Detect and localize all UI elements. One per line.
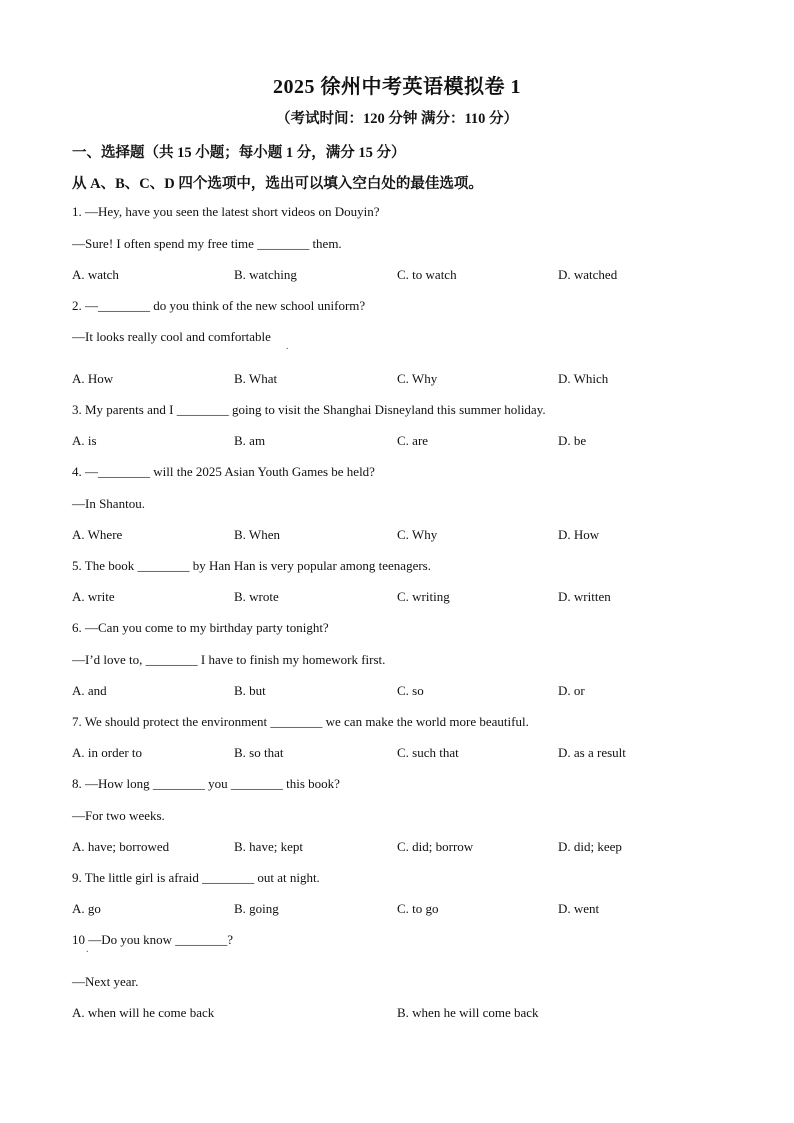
question-8-option-b: B. have; kept — [234, 839, 303, 854]
question-7-option-c: C. such that — [397, 745, 459, 760]
question-2-option-a: A. How — [72, 371, 114, 386]
question-2-stem: 2. —________ do you think of the new school uniform? — [72, 298, 366, 313]
question-10-option-a: A. when will he come back — [72, 1005, 215, 1020]
question-6-stem: 6. —Can you come to my birthday party tonight? — [72, 620, 329, 635]
stray-dot-mark: . — [86, 944, 89, 955]
question-9-option-b: B. going — [234, 901, 279, 916]
question-1-option-c: C. to watch — [397, 267, 457, 282]
question-3-option-d: D. be — [558, 433, 587, 448]
question-9-stem: 9. The little girl is afraid ________ out at night. — [72, 870, 320, 885]
question-4-response: —In Shantou. — [72, 496, 145, 511]
question-3-option-b: B. am — [234, 433, 266, 448]
question-2-option-b: B. What — [234, 371, 278, 386]
question-4-option-b: B. When — [234, 527, 280, 542]
question-7-option-d: D. as a result — [558, 745, 626, 760]
question-7-option-a: A. in order to — [72, 745, 143, 760]
question-3-stem: 3. My parents and I ________ going to visit the Shanghai Disneyland this summer holiday. — [72, 402, 546, 417]
question-2-option-c: C. Why — [397, 371, 438, 386]
question-8-stem: 8. —How long ________ you ________ this book? — [72, 776, 340, 791]
section-heading: 一、选择题（共 15 小题；每小题 1 分，满分 15 分） — [72, 145, 406, 161]
question-4-stem: 4. —________ will the 2025 Asian Youth Games be held? — [72, 464, 375, 479]
question-4-option-d: D. How — [558, 527, 600, 542]
question-1-response: —Sure! I often spend my free time ________ them. — [72, 236, 342, 251]
question-8-option-a: A. have; borrowed — [72, 839, 170, 854]
question-1-stem: 1. —Hey, have you seen the latest short videos on Douyin? — [72, 204, 380, 219]
question-4-option-c: C. Why — [397, 527, 438, 542]
question-9-option-c: C. to go — [397, 901, 439, 916]
question-3-option-c: C. are — [397, 433, 429, 448]
question-8-option-d: D. did; keep — [558, 839, 622, 854]
question-7-option-b: B. so that — [234, 745, 284, 760]
question-5-option-a: A. write — [72, 589, 115, 604]
exam-time-info: （考试时间：120 分钟 满分：110 分） — [275, 111, 519, 127]
question-6-response: —I’d love to, ________ I have to finish my homework first. — [72, 652, 386, 667]
question-6-option-d: D. or — [558, 683, 585, 698]
question-1-option-b: B. watching — [234, 267, 297, 282]
section-instruction: 从 A、B、C、D 四个选项中，选出可以填入空白处的最佳选项。 — [72, 176, 483, 192]
question-6-option-c: C. so — [397, 683, 424, 698]
question-10-stem: 10 —Do you know ________? — [72, 932, 234, 947]
question-3-option-a: A. is — [72, 433, 97, 448]
question-5-stem: 5. The book ________ by Han Han is very popular among teenagers. — [72, 558, 431, 573]
question-7-stem: 7. We should protect the environment ________ we can make the world more beautiful. — [72, 714, 529, 729]
question-8-response: —For two weeks. — [72, 808, 165, 823]
question-10-response: —Next year. — [72, 974, 139, 989]
question-5-option-d: D. written — [558, 589, 611, 604]
question-6-option-b: B. but — [234, 683, 266, 698]
question-5-option-b: B. wrote — [234, 589, 279, 604]
question-1-option-d: D. watched — [558, 267, 618, 282]
question-10-option-b: B. when he will come back — [397, 1005, 539, 1020]
question-6-option-a: A. and — [72, 683, 107, 698]
question-9-option-d: D. went — [558, 901, 600, 916]
page-title: 2025 徐州中考英语模拟卷 1 — [273, 76, 521, 98]
question-8-option-c: C. did; borrow — [397, 839, 474, 854]
question-2-response: —It looks really cool and comfortable — [72, 329, 271, 344]
question-4-option-a: A. Where — [72, 527, 123, 542]
question-1-option-a: A. watch — [72, 267, 119, 282]
question-9-option-a: A. go — [72, 901, 101, 916]
question-2-option-d: D. Which — [558, 371, 609, 386]
stray-dot-mark: . — [286, 341, 289, 352]
question-5-option-c: C. writing — [397, 589, 450, 604]
